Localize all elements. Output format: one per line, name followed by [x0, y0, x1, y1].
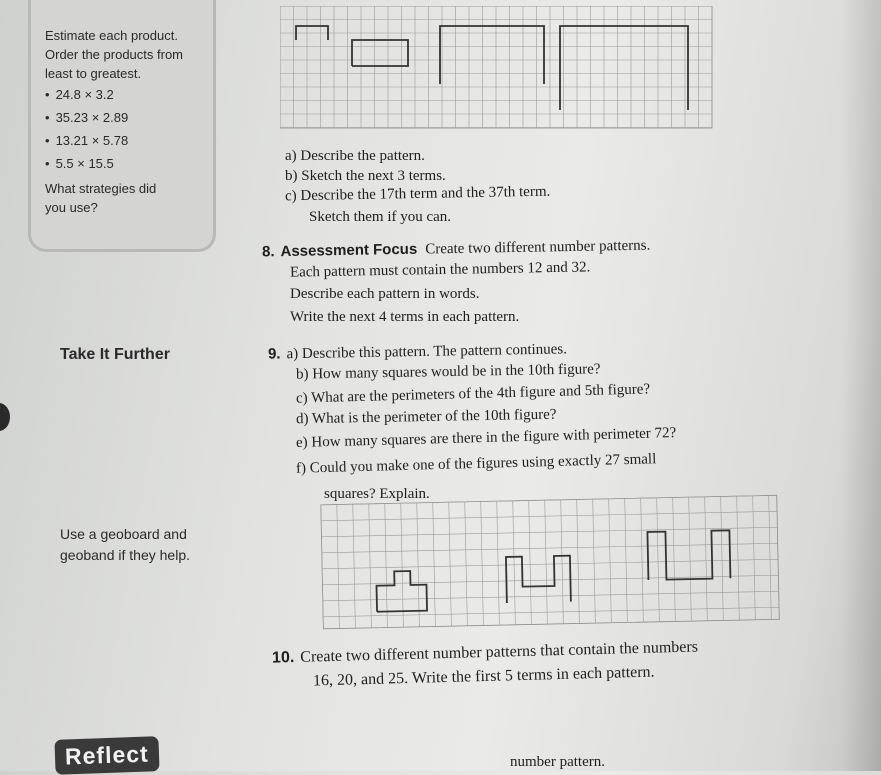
grid-line [753, 496, 756, 620]
grid-line [657, 498, 660, 622]
grid-line [673, 497, 676, 621]
q7-part-b: b) Sketch the next 3 terms. [285, 168, 446, 184]
grid-line [737, 496, 740, 620]
q8-header [262, 237, 651, 262]
hint-line: you use? [45, 200, 98, 215]
q10-number: 10. [271, 648, 295, 667]
grid-line [577, 499, 580, 623]
grid-line [323, 591, 779, 601]
grid-line [369, 504, 372, 628]
margin-marker [0, 403, 10, 431]
grid-line [385, 504, 388, 628]
grid-line [561, 500, 564, 624]
q9-part-d: d) What is the perimeter of the 10th figure? [295, 406, 557, 428]
reflect-badge: Reflect [54, 736, 159, 775]
grid-line [625, 498, 628, 622]
grid-line [593, 499, 596, 623]
grid-line [321, 505, 324, 629]
q9-part-f: f) Could you make one of the figures using exactly 27 small [295, 451, 657, 477]
grid-line [322, 575, 778, 585]
grid-line [465, 502, 468, 626]
q7-part-c-cont: Sketch them if you can. [309, 209, 452, 225]
grid-line [321, 495, 777, 505]
grid-line [721, 496, 724, 620]
product-item: • 24.8 × 3.2 [45, 85, 114, 104]
grid-line [322, 543, 778, 553]
grid-line [769, 495, 772, 619]
product-item: • 5.5 × 15.5 [45, 154, 114, 173]
grid-line [705, 497, 708, 621]
q10-line: 16, 20, and 25. Write the first 5 terms in each pattern. [312, 663, 655, 690]
grid-line [417, 503, 420, 627]
geoboard-note: geoband if they help. [60, 547, 190, 563]
q8-line: Create two different number patterns. [425, 237, 651, 258]
q9-part-b: b) How many squares would be in the 10th figure? [295, 361, 601, 383]
pattern-grid-top [280, 6, 720, 134]
grid-line [497, 501, 500, 625]
footer-partial-text: number pattern. [510, 754, 605, 770]
q7-part-a: a) Describe the pattern. [285, 148, 425, 164]
q8-line: Describe each pattern in words. [290, 286, 480, 302]
grid-line [529, 500, 532, 624]
assessment-focus-label: Assessment Focus [280, 240, 418, 261]
grid-line [513, 501, 516, 625]
q7-part-c: c) Describe the 17th term and the 37th term. [284, 183, 551, 205]
take-it-further-heading: Take It Further [60, 346, 170, 363]
grid-line [433, 503, 436, 627]
q8-line: Each pattern must contain the numbers 12 and 32. [289, 259, 591, 281]
grid-line [481, 502, 484, 626]
grid-line [609, 499, 612, 623]
grid-line [449, 502, 452, 626]
grid-line [689, 497, 692, 621]
product-item: • 35.23 × 2.89 [45, 108, 128, 127]
grid-line [545, 500, 548, 624]
q10-line: Create two different number patterns that contain the numbers [300, 638, 699, 666]
q9-header [268, 340, 567, 363]
q9-number: 9. [267, 345, 281, 363]
q9-part-c: c) What are the perimeters of the 4th figure and 5th figure? [295, 381, 651, 407]
page-shadow [841, 0, 881, 771]
hint-line: least to greatest. [45, 66, 142, 81]
q9-part-f-cont: squares? Explain. [324, 486, 430, 502]
grid-line [337, 505, 340, 629]
product-item: • 13.21 × 5.78 [45, 131, 128, 150]
grid-line [353, 504, 356, 628]
grid-line [401, 503, 404, 627]
grid-line [321, 511, 777, 521]
hint-line: Order the products from [45, 47, 183, 62]
hint-line: Estimate each product. [45, 28, 178, 43]
q9-part-e: e) How many squares are there in the figure with perimeter 72? [295, 425, 677, 451]
geoboard-note: Use a geoboard and [60, 526, 187, 542]
grid-line [321, 527, 777, 537]
q8-line: Write the next 4 terms in each pattern. [290, 309, 520, 325]
pattern-grid-bottom [318, 490, 788, 630]
q8-number: 8. [261, 243, 275, 261]
q9-part-a: a) Describe this pattern. The pattern continues. [286, 341, 568, 363]
grid-line [322, 559, 778, 569]
hint-box [28, 0, 216, 252]
grid-line [641, 498, 644, 622]
hint-line: What strategies did [45, 181, 157, 196]
